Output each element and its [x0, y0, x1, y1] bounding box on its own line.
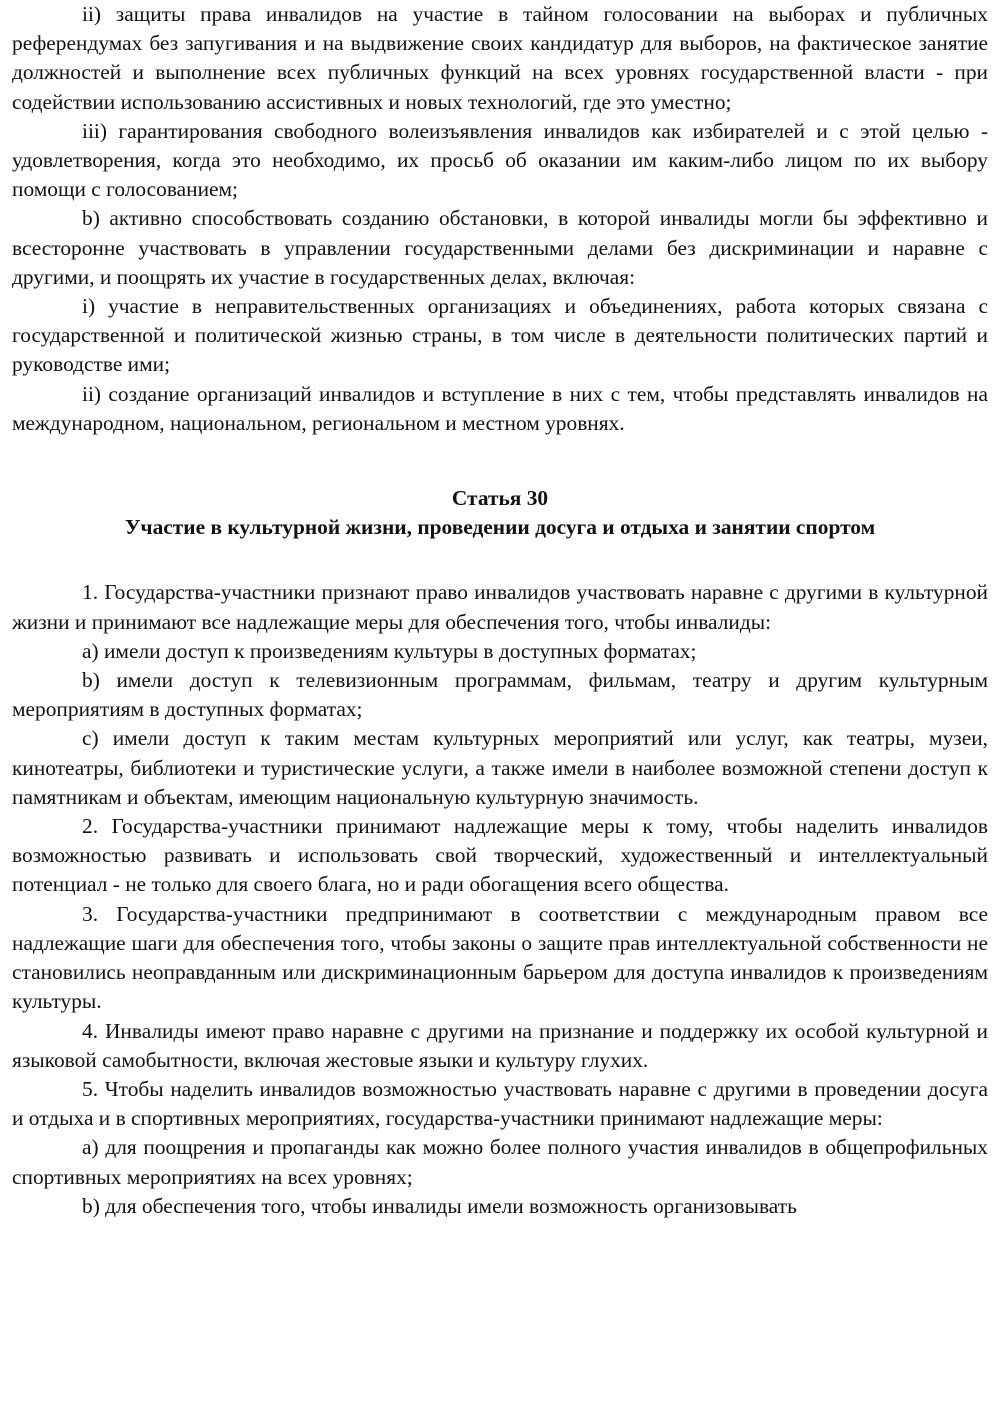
paragraph-top-4: i) участие в неправительственных организациях и объединениях, работа которых связана с государственной и политической жизнью страны, в том числе в деятельности политических партий и руководстве ими; [12, 294, 988, 377]
section-spacer [12, 438, 988, 484]
paragraph-top-5: ii) создание организаций инвалидов и вступление в них с тем, чтобы представлять инвалидов на международном, национальном, региональном и местном уровнях. [12, 381, 988, 435]
paragraph-1a: a) имели доступ к произведениям культуры в доступных форматах; [82, 638, 697, 663]
paragraph-top-2: iii) гарантирования свободного волеизъявления инвалидов как избирателей и с этой целью - удовлетворения, когда это необходимо, их просьб об оказании им каким-либо лицом по их выбору помощи с голосованием; [12, 118, 988, 202]
paragraph-top-3: b) активно способствовать созданию обстановки, в которой инвалиды могли бы эффективно и всесторонне участвовать в управлении государственными делами без дискриминации и наравне с другими, и поощрять их участие в государственных делах, включая: [12, 206, 988, 289]
paragraph-5a: a) для поощрения и пропаганды как можно более полного участия инвалидов в общепрофильных спортивных мероприятиях на всех уровнях; [12, 1135, 988, 1189]
paragraph-1: 1. Государства-участники признают право инвалидов участвовать наравне с другими в культурной жизни и принимают все надлежащие меры для обеспечения того, чтобы инвалиды: [12, 580, 988, 634]
paragraph-top-1: ii) защиты права инвалидов на участие в тайном голосовании на выборах и публичных референдумах без запугивания и на выдвижение своих кандидатур для выборов, на фактическое занятие должностей и выполнение всех публичных функций на всех уровнях государственной власти - при содействии использованию ассистивных и новых технологий, где это уместно; [12, 2, 988, 114]
paragraph-5b: b) для обеспечения того, чтобы инвалиды имели возможность организовывать [82, 1193, 797, 1218]
article-title: Участие в культурной жизни, проведении досуга и отдыха и занятии спортом [124, 515, 876, 540]
paragraph-5: 5. Чтобы наделить инвалидов возможностью участвовать наравне с другими в проведении досуга и отдыха и в спортивных мероприятиях, государства-участники принимают надлежащие меры: [12, 1076, 988, 1131]
paragraph-1b: b) имели доступ к телевизионным программам, фильмам, театру и другим культурным мероприятиям в доступных форматах; [12, 668, 988, 722]
section-spacer [12, 542, 988, 578]
paragraph-2: 2. Государства-участники принимают надлежащие меры к тому, чтобы наделить инвалидов возможностью развивать и использовать свой творческий, художественный и интеллектуальный потенциал - не только для своего блага, но и ради обогащения всего общества. [12, 814, 988, 897]
paragraph-1c: c) имели доступ к таким местам культурных мероприятий или услуг, как театры, музеи, кинотеатры, библиотеки и туристические услуги, а также имели в наиболее возможной степени доступ к памятникам и объектам, имеющим национальную культурную значимость. [12, 726, 988, 809]
paragraph-4: 4. Инвалиды имеют право наравне с другими на признание и поддержку их особой культурной и языковой самобытности, включая жестовые языки и культуру глухих. [12, 1018, 988, 1072]
article-number: Статья 30 [451, 486, 549, 511]
paragraph-3: 3. Государства-участники предпринимают в соответствии с международным правом все надлежащие шаги для обеспечения того, чтобы законы о защите прав интеллектуальной собственности не становились неоправданным или дискриминационным барьером для доступа инвалидов к произведениям культуры. [12, 901, 988, 1014]
document-page [12, 0, 988, 1221]
